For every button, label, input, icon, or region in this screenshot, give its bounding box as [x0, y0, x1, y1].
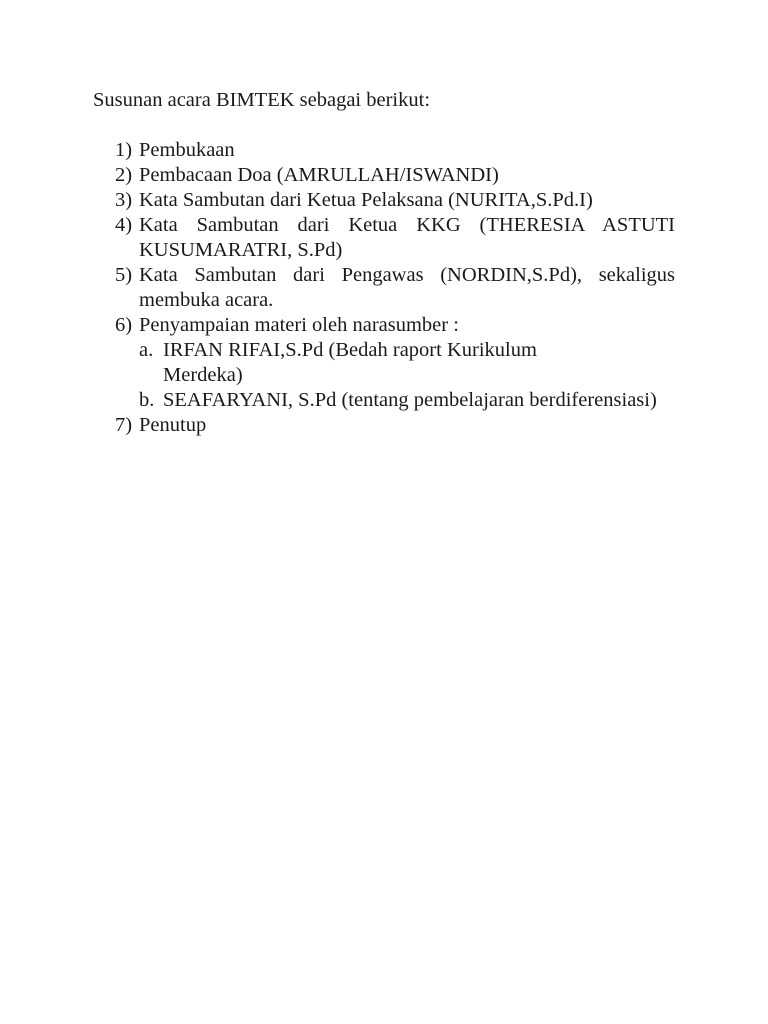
agenda-item-text: Kata Sambutan dari Ketua Pelaksana (NURITA,S.Pd.I) — [139, 189, 593, 211]
speaker-item — [139, 338, 675, 388]
agenda-item — [115, 313, 675, 413]
agenda-item-number: 3) — [115, 189, 133, 211]
agenda-item-number: 4) — [115, 214, 133, 236]
agenda-item-number: 1) — [115, 139, 133, 161]
agenda-item-number: 7) — [115, 414, 133, 436]
agenda-item — [115, 138, 675, 163]
agenda-item-body — [139, 313, 675, 413]
speaker-item-text: SEAFARYANI, S.Pd (tentang pembelajaran berdiferensiasi) — [163, 389, 657, 411]
document-body — [93, 88, 675, 438]
agenda-item-number: 2) — [115, 164, 133, 186]
agenda-list — [115, 138, 675, 438]
speaker-item-letter: b. — [139, 389, 155, 411]
agenda-item — [115, 263, 675, 313]
agenda-item — [115, 413, 675, 438]
agenda-item — [115, 163, 675, 188]
intro-text: Susunan acara BIMTEK sebagai berikut: — [93, 89, 431, 111]
agenda-item-text: Pembukaan — [139, 139, 235, 161]
agenda-item-number: 5) — [115, 264, 133, 286]
agenda-item-text: Pembacaan Doa (AMRULLAH/ISWANDI) — [139, 164, 499, 186]
agenda-item-text: Penyampaian materi oleh narasumber : — [139, 314, 459, 336]
agenda-item-number: 6) — [115, 314, 133, 336]
speaker-item-text: IRFAN RIFAI,S.Pd (Bedah raport Kurikulum Merdeka) — [163, 339, 537, 386]
speaker-item — [139, 388, 675, 413]
agenda-item — [115, 188, 675, 213]
speaker-sublist — [139, 338, 675, 413]
speaker-item-letter: a. — [139, 339, 154, 361]
agenda-item-text: Kata Sambutan dari Pengawas (NORDIN,S.Pd), sekaligus membuka acara. — [139, 264, 675, 311]
agenda-item-text: Kata Sambutan dari Ketua KKG (THERESIA ASTUTI KUSUMARATRI, S.Pd) — [139, 214, 675, 261]
agenda-item — [115, 213, 675, 263]
agenda-item-text: Penutup — [139, 414, 207, 436]
